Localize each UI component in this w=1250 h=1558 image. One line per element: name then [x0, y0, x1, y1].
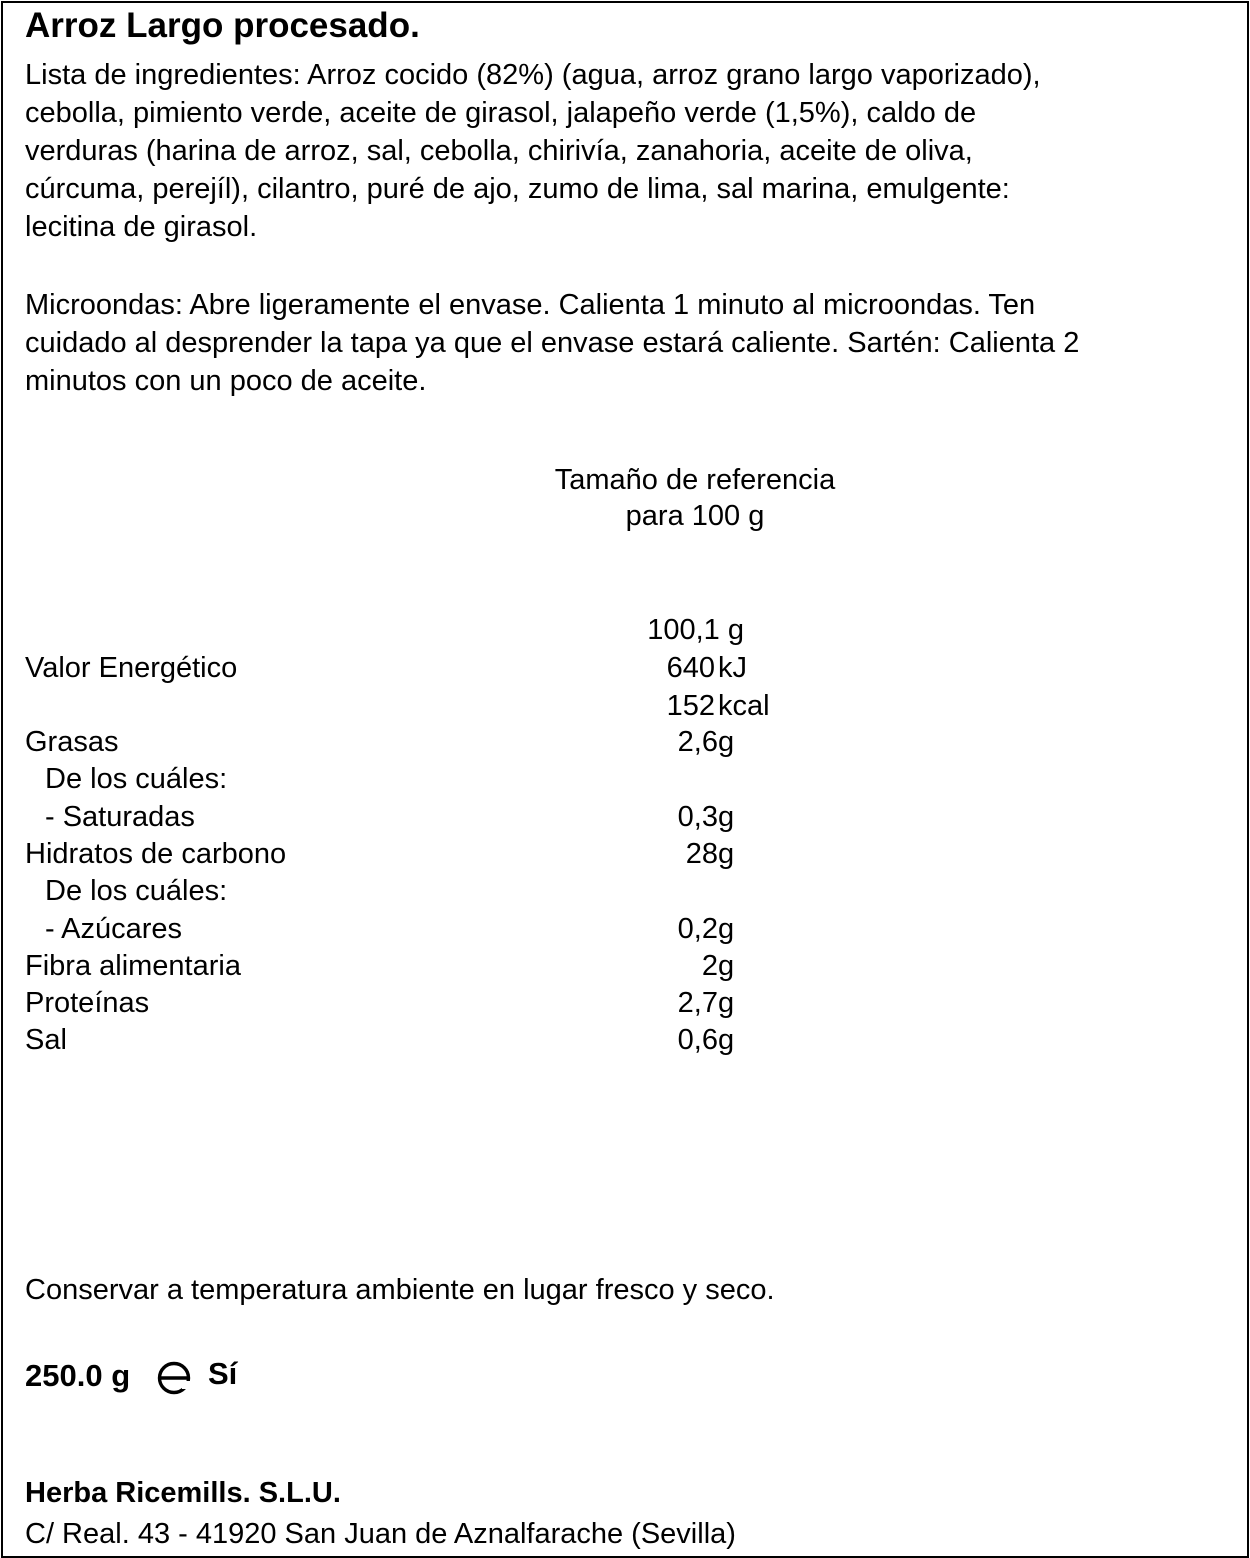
nutrient-label: Fibra alimentaria	[25, 950, 241, 982]
ingredients-line: cúrcuma, perejíl), cilantro, puré de ajo, zumo de lima, sal marina, emulgente:	[25, 173, 1010, 205]
nutrient-sublabel: De los cuáles:	[45, 875, 228, 907]
e-mark-icon	[156, 1360, 192, 1396]
company-name: Herba Ricemills. S.L.U.	[25, 1477, 341, 1509]
net-weight-suffix: Sí	[208, 1356, 238, 1391]
energy-kj-value: 640	[666, 652, 715, 684]
nutrient-value: 2,7	[677, 987, 718, 1019]
nutrition-reference-header	[450, 462, 940, 534]
instructions-line: cuidado al desprender la tapa ya que el envase estará caliente. Sartén: Calienta 2	[25, 327, 1080, 359]
portion-size: 100,1 g	[647, 614, 744, 646]
nutrient-unit: g	[718, 913, 735, 945]
energy-label: Valor Energético	[25, 652, 238, 684]
company-address: C/ Real. 43 - 41920 San Juan de Aznalfarache (Sevilla)	[25, 1518, 736, 1550]
preparation-instructions	[25, 286, 1230, 400]
nutrient-value: 0,6	[677, 1024, 718, 1056]
nutrient-value: 2,6	[677, 726, 718, 758]
storage-instructions: Conservar a temperatura ambiente en lugar fresco y seco.	[25, 1274, 775, 1306]
nutrient-value: 0,3	[677, 801, 718, 833]
instructions-line: minutos con un poco de aceite.	[25, 365, 427, 397]
energy-kcal-value: 152	[666, 690, 715, 722]
reference-line: Tamaño de referencia	[554, 464, 836, 496]
ingredients-line: verduras (harina de arroz, sal, cebolla, chirivía, zanahoria, aceite de oliva,	[25, 135, 973, 167]
ingredients-line: cebolla, pimiento verde, aceite de girasol, jalapeño verde (1,5%), caldo de	[25, 97, 977, 129]
nutrient-unit: g	[718, 1024, 735, 1056]
nutrient-label: - Azúcares	[45, 913, 182, 945]
nutrient-unit: g	[718, 987, 735, 1019]
product-title: Arroz Largo procesado.	[25, 6, 420, 45]
reference-line: para 100 g	[625, 500, 765, 532]
ingredients-list	[25, 56, 1230, 246]
nutrient-unit: g	[718, 950, 735, 982]
nutrient-unit: g	[718, 726, 735, 758]
nutrient-value: 0,2	[677, 913, 718, 945]
energy-kj-unit: kJ	[718, 652, 747, 684]
nutrient-label: Proteínas	[25, 987, 150, 1019]
nutrient-label: - Saturadas	[45, 801, 195, 833]
net-weight: 250.0 g	[25, 1358, 131, 1393]
nutrient-unit: g	[718, 838, 735, 870]
nutrient-value: 28	[685, 838, 718, 870]
energy-kcal-unit: kcal	[718, 690, 770, 722]
nutrient-unit: g	[718, 801, 735, 833]
ingredients-line: lecitina de girasol.	[25, 211, 258, 243]
nutrient-value: 2	[701, 950, 718, 982]
instructions-line: Microondas: Abre ligeramente el envase. Calienta 1 minuto al microondas. Ten	[25, 289, 1036, 321]
nutrient-label: Sal	[25, 1024, 67, 1056]
nutrient-label: Hidratos de carbono	[25, 838, 287, 870]
nutrient-label: Grasas	[25, 726, 119, 758]
ingredients-line: Lista de ingredientes: Arroz cocido (82%) (agua, arroz grano largo vaporizado),	[25, 59, 1041, 91]
nutrient-sublabel: De los cuáles:	[45, 763, 228, 795]
